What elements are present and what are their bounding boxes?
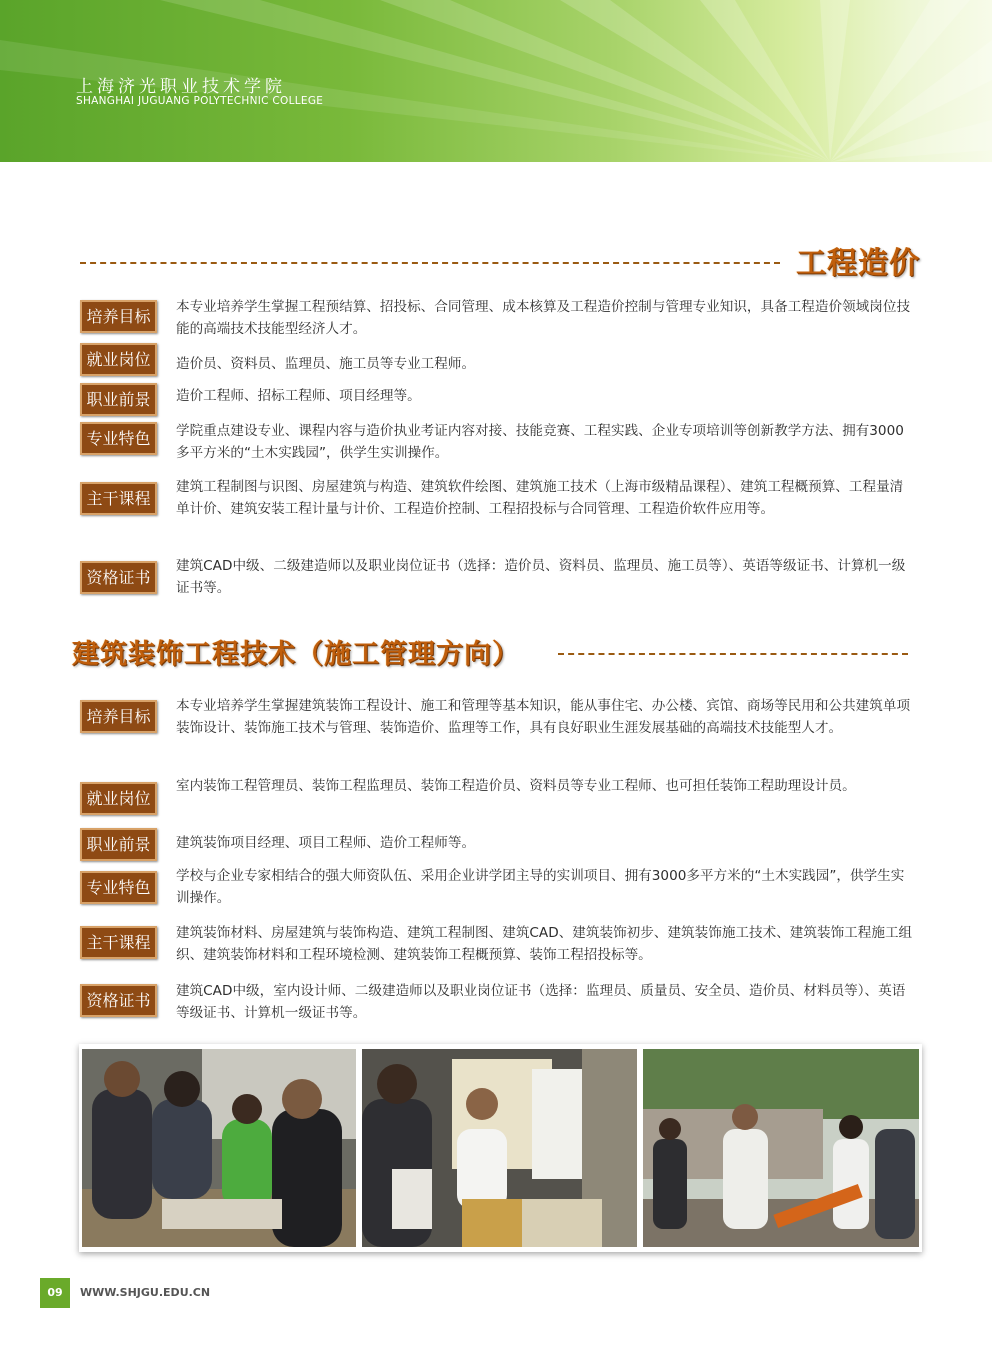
label-core-courses: 主干课程 xyxy=(80,926,157,959)
label-training-goal: 培养目标 xyxy=(80,300,157,333)
college-name-cn: 上海济光职业技术学院 xyxy=(76,77,286,97)
text-career-prospects: 建筑装饰项目经理、项目工程师、造价工程师等。 xyxy=(176,835,476,851)
label-career-prospects: 职业前景 xyxy=(80,828,157,861)
text-employment-positions: 造价员、资料员、监理员、施工员等专业工程师。 xyxy=(176,356,476,372)
section1-title: 工程造价 xyxy=(796,246,920,281)
label-training-goal: 培养目标 xyxy=(80,700,157,733)
label-program-features: 专业特色 xyxy=(80,422,157,455)
label-certificates: 资格证书 xyxy=(80,561,157,594)
photo-strip xyxy=(79,1044,922,1252)
text-core-courses: 建筑工程制图与识图、房屋建筑与构造、建筑软件绘图、建筑施工技术（上海市级精品课程）、建筑工程概预算、工程量清单计价、建筑安装工程计量与计价、工程造价控制、工程招投标与合同管理、工程造价软件应用等。 xyxy=(176,479,904,517)
text-program-features: 学院重点建设专业、课程内容与造价执业考证内容对接、技能竞赛、工程实践、企业专项培训等创新教学方法、拥有3000多平方米的“土木实践园”，供学生实训操作。 xyxy=(176,423,904,461)
text-core-courses: 建筑装饰材料、房屋建筑与装饰构造、建筑工程制图、建筑CAD、建筑装饰初步、建筑装饰施工技术、建筑装饰工程施工组织、建筑装饰材料和工程环境检测、建筑装饰工程概预算、装饰工程招投标等。 xyxy=(176,925,913,963)
label-certificates: 资格证书 xyxy=(80,984,157,1017)
label-core-courses: 主干课程 xyxy=(80,482,157,515)
text-career-prospects: 造价工程师、招标工程师、项目经理等。 xyxy=(176,388,421,404)
college-name-en: SHANGHAI JUGUANG POLYTECHNIC COLLEGE xyxy=(76,95,324,107)
text-training-goal: 本专业培养学生掌握建筑装饰工程设计、施工和管理等基本知识，能从事住宅、办公楼、宾馆、商场等民用和公共建筑单项装饰设计、装饰施工技术与管理、装饰造价、监理等工作，具有良好职业生涯发展基础的高端技术技能型人才。 xyxy=(176,698,911,736)
section2-divider xyxy=(558,653,908,655)
section1-divider xyxy=(80,262,780,264)
page-number: 09 xyxy=(40,1278,70,1308)
section2-title: 建筑装饰工程技术（施工管理方向） xyxy=(72,639,520,670)
label-employment-positions: 就业岗位 xyxy=(80,782,157,815)
text-program-features: 学校与企业专家相结合的强大师资队伍、采用企业讲学团主导的实训项目、拥有3000多平方米的“土木实践园”，供学生实训操作。 xyxy=(176,868,905,906)
photo-outdoor-training xyxy=(643,1049,919,1247)
text-certificates: 建筑CAD中级，室内设计师、二级建造师以及职业岗位证书（选择：监理员、质量员、安全员、造价员、材料员等）、英语等级证书、计算机一级证书等。 xyxy=(176,983,906,1021)
photo-instructor-demo xyxy=(362,1049,637,1247)
photo-students-workshop xyxy=(82,1049,356,1247)
header-banner xyxy=(0,0,992,162)
label-program-features: 专业特色 xyxy=(80,871,157,904)
label-employment-positions: 就业岗位 xyxy=(80,343,157,376)
text-training-goal: 本专业培养学生掌握工程预结算、招投标、合同管理、成本核算及工程造价控制与管理专业知识，具备工程造价领域岗位技能的高端技术技能型经济人才。 xyxy=(176,299,911,337)
text-employment-positions: 室内装饰工程管理员、装饰工程监理员、装饰工程造价员、资料员等专业工程师、也可担任装饰工程助理设计员。 xyxy=(176,778,856,794)
text-certificates: 建筑CAD中级、二级建造师以及职业岗位证书（选择：造价员、资料员、监理员、施工员等）、英语等级证书、计算机一级证书等。 xyxy=(176,558,906,596)
website-url: WWW.SHJGU.EDU.CN xyxy=(80,1286,211,1299)
label-career-prospects: 职业前景 xyxy=(80,383,157,416)
